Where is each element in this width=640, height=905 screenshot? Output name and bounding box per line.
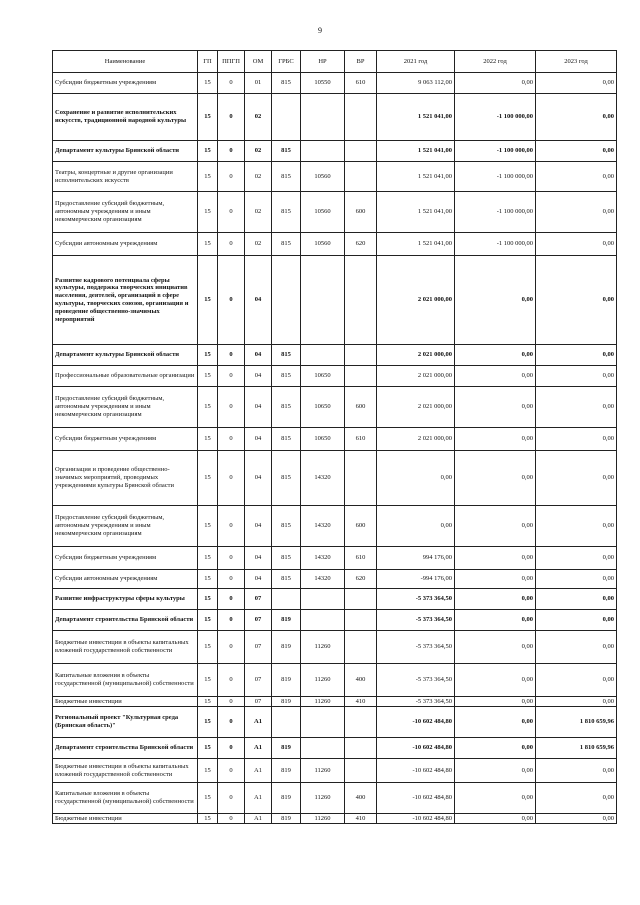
- table-row: [53, 345, 617, 366]
- row-gp: 15: [198, 814, 218, 824]
- row-om: 01: [245, 73, 272, 94]
- column-header-grbs: ГРБС: [272, 51, 301, 73]
- row-amount-2023: 0,00: [536, 162, 617, 192]
- row-vr: 620: [345, 233, 377, 256]
- row-ppgp: 0: [218, 631, 245, 664]
- row-name: Капитальные вложения в объекты государственной (муниципальной) собственности: [53, 783, 198, 814]
- row-om: 04: [245, 345, 272, 366]
- row-gp: 15: [198, 192, 218, 233]
- row-ppgp: 0: [218, 506, 245, 547]
- row-amount-2023: 0,00: [536, 256, 617, 345]
- row-grbs: 815: [272, 547, 301, 570]
- row-nr: 10550: [301, 73, 345, 94]
- row-name: Театры, концертные и другие организации исполнительских искусств: [53, 162, 198, 192]
- row-amount-2022: 0,00: [455, 366, 536, 387]
- row-amount-2023: 0,00: [536, 366, 617, 387]
- row-gp: 15: [198, 738, 218, 759]
- row-vr: [345, 451, 377, 506]
- row-name: Предоставление субсидий бюджетным, автономным учреждениям и иным некоммерческим организациям: [53, 506, 198, 547]
- row-amount-2022: 0,00: [455, 697, 536, 707]
- row-amount-2022: 0,00: [455, 631, 536, 664]
- row-ppgp: 0: [218, 610, 245, 631]
- row-amount-2021: 2 021 000,00: [377, 345, 455, 366]
- row-amount-2022: -1 100 000,00: [455, 162, 536, 192]
- table-row: [53, 506, 617, 547]
- row-ppgp: 0: [218, 366, 245, 387]
- row-amount-2023: 0,00: [536, 141, 617, 162]
- row-nr: 11260: [301, 783, 345, 814]
- row-amount-2021: -10 602 484,80: [377, 738, 455, 759]
- table-row: [53, 707, 617, 738]
- row-amount-2022: -1 100 000,00: [455, 192, 536, 233]
- row-om: A1: [245, 759, 272, 783]
- row-nr: 14320: [301, 506, 345, 547]
- row-amount-2023: 0,00: [536, 759, 617, 783]
- row-gp: 15: [198, 366, 218, 387]
- row-vr: [345, 256, 377, 345]
- row-grbs: 819: [272, 738, 301, 759]
- row-grbs: 815: [272, 570, 301, 589]
- row-om: A1: [245, 707, 272, 738]
- row-amount-2022: 0,00: [455, 707, 536, 738]
- row-amount-2023: 0,00: [536, 506, 617, 547]
- row-gp: 15: [198, 664, 218, 697]
- row-grbs: 819: [272, 631, 301, 664]
- row-nr: 11260: [301, 814, 345, 824]
- row-name: Субсидии бюджетным учреждениям: [53, 73, 198, 94]
- table-row: [53, 631, 617, 664]
- row-vr: [345, 610, 377, 631]
- row-amount-2022: 0,00: [455, 428, 536, 451]
- row-grbs: 815: [272, 387, 301, 428]
- row-grbs: 819: [272, 759, 301, 783]
- row-ppgp: 0: [218, 759, 245, 783]
- row-amount-2021: 1 521 041,00: [377, 192, 455, 233]
- row-om: A1: [245, 738, 272, 759]
- row-om: 04: [245, 547, 272, 570]
- row-ppgp: 0: [218, 547, 245, 570]
- row-vr: [345, 707, 377, 738]
- table-row: [53, 814, 617, 824]
- row-name: Сохранение и развитие исполнительских искусств, традиционной народной культуры: [53, 94, 198, 141]
- row-ppgp: 0: [218, 570, 245, 589]
- row-nr: 10650: [301, 366, 345, 387]
- row-om: 07: [245, 664, 272, 697]
- row-om: 04: [245, 428, 272, 451]
- row-amount-2023: 0,00: [536, 73, 617, 94]
- row-om: A1: [245, 783, 272, 814]
- row-vr: 610: [345, 73, 377, 94]
- row-amount-2021: -5 373 364,50: [377, 697, 455, 707]
- row-amount-2022: 0,00: [455, 570, 536, 589]
- table-row: [53, 366, 617, 387]
- row-amount-2023: 0,00: [536, 697, 617, 707]
- row-name: Капитальные вложения в объекты государственной (муниципальной) собственности: [53, 664, 198, 697]
- table-row: [53, 783, 617, 814]
- row-amount-2021: 2 021 000,00: [377, 366, 455, 387]
- row-nr: 14320: [301, 547, 345, 570]
- row-amount-2023: 0,00: [536, 547, 617, 570]
- row-amount-2022: 0,00: [455, 73, 536, 94]
- row-amount-2022: 0,00: [455, 387, 536, 428]
- row-vr: 410: [345, 697, 377, 707]
- row-amount-2023: 0,00: [536, 428, 617, 451]
- row-name: Департамент культуры Брянской области: [53, 141, 198, 162]
- row-amount-2023: 0,00: [536, 570, 617, 589]
- row-grbs: 815: [272, 366, 301, 387]
- row-name: Региональный проект "Культурная среда (Брянская область)": [53, 707, 198, 738]
- row-vr: [345, 366, 377, 387]
- row-vr: [345, 141, 377, 162]
- row-gp: 15: [198, 506, 218, 547]
- row-gp: 15: [198, 759, 218, 783]
- row-ppgp: 0: [218, 141, 245, 162]
- column-header-vr: ВР: [345, 51, 377, 73]
- column-header-ppgp: ППГП: [218, 51, 245, 73]
- row-amount-2021: 994 176,00: [377, 547, 455, 570]
- row-ppgp: 0: [218, 73, 245, 94]
- table-row: [53, 570, 617, 589]
- row-ppgp: 0: [218, 664, 245, 697]
- column-header-om: ОМ: [245, 51, 272, 73]
- row-ppgp: 0: [218, 814, 245, 824]
- row-vr: 600: [345, 192, 377, 233]
- row-grbs: 819: [272, 783, 301, 814]
- row-amount-2023: 0,00: [536, 783, 617, 814]
- row-gp: 15: [198, 547, 218, 570]
- row-name: Предоставление субсидий бюджетным, автономным учреждениям и иным некоммерческим организациям: [53, 192, 198, 233]
- row-gp: 15: [198, 94, 218, 141]
- row-name: Бюджетные инвестиции в объекты капитальных вложений государственной собственности: [53, 631, 198, 664]
- table-row: [53, 664, 617, 697]
- row-nr: 10650: [301, 387, 345, 428]
- row-amount-2022: 0,00: [455, 547, 536, 570]
- row-amount-2021: 2 021 000,00: [377, 428, 455, 451]
- row-grbs: 815: [272, 345, 301, 366]
- row-amount-2022: 0,00: [455, 783, 536, 814]
- row-name: Профессиональные образовательные организации: [53, 366, 198, 387]
- row-om: 04: [245, 366, 272, 387]
- row-amount-2023: 0,00: [536, 664, 617, 697]
- row-gp: 15: [198, 610, 218, 631]
- row-nr: 10560: [301, 233, 345, 256]
- row-name: Бюджетные инвестиции: [53, 814, 198, 824]
- row-ppgp: 0: [218, 192, 245, 233]
- row-ppgp: 0: [218, 697, 245, 707]
- row-amount-2022: -1 100 000,00: [455, 94, 536, 141]
- table-row: [53, 547, 617, 570]
- row-om: A1: [245, 814, 272, 824]
- row-grbs: 815: [272, 192, 301, 233]
- row-amount-2022: -1 100 000,00: [455, 141, 536, 162]
- row-grbs: 815: [272, 451, 301, 506]
- row-ppgp: 0: [218, 162, 245, 192]
- row-gp: 15: [198, 256, 218, 345]
- row-amount-2021: 0,00: [377, 506, 455, 547]
- row-amount-2021: 1 521 041,00: [377, 162, 455, 192]
- table-row: [53, 697, 617, 707]
- row-gp: 15: [198, 697, 218, 707]
- table-row: [53, 451, 617, 506]
- row-om: 04: [245, 570, 272, 589]
- row-gp: 15: [198, 428, 218, 451]
- row-grbs: [272, 256, 301, 345]
- row-amount-2021: -5 373 364,50: [377, 631, 455, 664]
- table-row: [53, 73, 617, 94]
- row-gp: 15: [198, 141, 218, 162]
- row-ppgp: 0: [218, 428, 245, 451]
- row-amount-2023: 0,00: [536, 345, 617, 366]
- row-grbs: 815: [272, 73, 301, 94]
- table-row: [53, 738, 617, 759]
- column-header-name: Наименование: [53, 51, 198, 73]
- row-amount-2022: 0,00: [455, 256, 536, 345]
- row-ppgp: 0: [218, 589, 245, 610]
- row-amount-2021: -10 602 484,80: [377, 759, 455, 783]
- table-row: [53, 759, 617, 783]
- row-grbs: 819: [272, 610, 301, 631]
- row-vr: 410: [345, 814, 377, 824]
- row-amount-2021: -5 373 364,50: [377, 610, 455, 631]
- row-amount-2021: 1 521 041,00: [377, 233, 455, 256]
- table-row: [53, 233, 617, 256]
- row-name: Развитие инфраструктуры сферы культуры: [53, 589, 198, 610]
- row-gp: 15: [198, 451, 218, 506]
- row-amount-2021: -10 602 484,80: [377, 707, 455, 738]
- table-row: [53, 589, 617, 610]
- row-ppgp: 0: [218, 783, 245, 814]
- row-gp: 15: [198, 783, 218, 814]
- row-amount-2023: 1 810 659,96: [536, 738, 617, 759]
- row-nr: 11260: [301, 664, 345, 697]
- row-amount-2022: 0,00: [455, 738, 536, 759]
- row-gp: 15: [198, 162, 218, 192]
- row-nr: 10560: [301, 192, 345, 233]
- row-nr: 11260: [301, 759, 345, 783]
- row-name: Бюджетные инвестиции: [53, 697, 198, 707]
- row-grbs: 815: [272, 141, 301, 162]
- table-row: [53, 162, 617, 192]
- row-nr: [301, 589, 345, 610]
- row-vr: 600: [345, 506, 377, 547]
- row-amount-2021: 9 063 112,00: [377, 73, 455, 94]
- table-row: [53, 94, 617, 141]
- row-amount-2022: 0,00: [455, 345, 536, 366]
- row-gp: 15: [198, 570, 218, 589]
- row-gp: 15: [198, 233, 218, 256]
- row-vr: [345, 162, 377, 192]
- row-nr: 11260: [301, 697, 345, 707]
- row-ppgp: 0: [218, 345, 245, 366]
- row-amount-2023: 0,00: [536, 94, 617, 141]
- row-amount-2022: -1 100 000,00: [455, 233, 536, 256]
- row-om: 07: [245, 631, 272, 664]
- row-amount-2021: -994 176,00: [377, 570, 455, 589]
- row-om: 02: [245, 94, 272, 141]
- row-gp: 15: [198, 345, 218, 366]
- row-amount-2023: 0,00: [536, 451, 617, 506]
- row-amount-2021: 1 521 041,00: [377, 94, 455, 141]
- column-header-2023: 2023 год: [536, 51, 617, 73]
- row-om: 02: [245, 141, 272, 162]
- row-gp: 15: [198, 631, 218, 664]
- row-gp: 15: [198, 589, 218, 610]
- row-grbs: 815: [272, 506, 301, 547]
- row-vr: 610: [345, 547, 377, 570]
- row-vr: [345, 759, 377, 783]
- row-amount-2021: -5 373 364,50: [377, 664, 455, 697]
- row-nr: 11260: [301, 631, 345, 664]
- row-name: Департамент строительства Брянской области: [53, 738, 198, 759]
- row-name: Департамент культуры Брянской области: [53, 345, 198, 366]
- row-amount-2023: 0,00: [536, 387, 617, 428]
- row-amount-2021: -10 602 484,80: [377, 814, 455, 824]
- row-name: Субсидии бюджетным учреждениям: [53, 428, 198, 451]
- row-nr: 14320: [301, 570, 345, 589]
- row-grbs: 815: [272, 233, 301, 256]
- row-amount-2022: 0,00: [455, 664, 536, 697]
- row-ppgp: 0: [218, 256, 245, 345]
- row-om: 04: [245, 387, 272, 428]
- row-nr: [301, 610, 345, 631]
- row-amount-2021: 2 021 000,00: [377, 256, 455, 345]
- row-om: 04: [245, 506, 272, 547]
- row-nr: [301, 256, 345, 345]
- column-header-2021: 2021 год: [377, 51, 455, 73]
- row-grbs: 819: [272, 664, 301, 697]
- row-nr: [301, 94, 345, 141]
- column-header-gp: ГП: [198, 51, 218, 73]
- row-amount-2021: 0,00: [377, 451, 455, 506]
- row-name: Субсидии автономным учреждениям: [53, 570, 198, 589]
- row-om: 02: [245, 233, 272, 256]
- row-name: Развитие кадрового потенциала сферы культуры, поддержка творческих инициатив населения, деятелей, организаций в сфере культуры, творческих союзов, организация и проведение общественно-значимых мероприятий: [53, 256, 198, 345]
- row-nr: [301, 345, 345, 366]
- row-name: Предоставление субсидий бюджетным, автономным учреждениям и иным некоммерческим организациям: [53, 387, 198, 428]
- row-amount-2021: -10 602 484,80: [377, 783, 455, 814]
- table-row: [53, 141, 617, 162]
- row-nr: 14320: [301, 451, 345, 506]
- table-row: [53, 387, 617, 428]
- table-header-row: [53, 51, 617, 73]
- column-header-nr: НР: [301, 51, 345, 73]
- row-name: Организация и проведение общественно-значимых мероприятий, проводимых учреждениями культуры Брянской области: [53, 451, 198, 506]
- row-grbs: 819: [272, 814, 301, 824]
- row-ppgp: 0: [218, 387, 245, 428]
- row-ppgp: 0: [218, 451, 245, 506]
- row-ppgp: 0: [218, 707, 245, 738]
- row-name: Субсидии автономным учреждениям: [53, 233, 198, 256]
- row-grbs: 819: [272, 697, 301, 707]
- row-om: 02: [245, 192, 272, 233]
- row-grbs: [272, 94, 301, 141]
- row-amount-2023: 0,00: [536, 814, 617, 824]
- row-gp: 15: [198, 73, 218, 94]
- row-nr: 10560: [301, 162, 345, 192]
- row-amount-2022: 0,00: [455, 506, 536, 547]
- row-vr: [345, 738, 377, 759]
- table-row: [53, 256, 617, 345]
- row-amount-2023: 0,00: [536, 610, 617, 631]
- row-vr: 400: [345, 664, 377, 697]
- row-amount-2022: 0,00: [455, 451, 536, 506]
- row-amount-2021: 1 521 041,00: [377, 141, 455, 162]
- row-nr: [301, 738, 345, 759]
- row-amount-2022: 0,00: [455, 759, 536, 783]
- row-vr: 620: [345, 570, 377, 589]
- row-om: 07: [245, 610, 272, 631]
- row-grbs: 815: [272, 162, 301, 192]
- row-nr: [301, 141, 345, 162]
- row-amount-2023: 0,00: [536, 233, 617, 256]
- row-name: Бюджетные инвестиции в объекты капитальных вложений государственной собственности: [53, 759, 198, 783]
- row-vr: 610: [345, 428, 377, 451]
- row-amount-2022: 0,00: [455, 814, 536, 824]
- row-grbs: [272, 707, 301, 738]
- row-amount-2022: 0,00: [455, 610, 536, 631]
- row-ppgp: 0: [218, 94, 245, 141]
- row-vr: 400: [345, 783, 377, 814]
- row-grbs: 815: [272, 428, 301, 451]
- row-gp: 15: [198, 387, 218, 428]
- row-vr: 600: [345, 387, 377, 428]
- row-amount-2022: 0,00: [455, 589, 536, 610]
- row-vr: [345, 631, 377, 664]
- page-number: 9: [318, 26, 322, 35]
- row-om: 04: [245, 451, 272, 506]
- row-vr: [345, 345, 377, 366]
- row-amount-2023: 1 810 659,96: [536, 707, 617, 738]
- row-amount-2023: 0,00: [536, 192, 617, 233]
- table-row: [53, 610, 617, 631]
- row-grbs: [272, 589, 301, 610]
- table-row: [53, 428, 617, 451]
- table-row: [53, 192, 617, 233]
- row-nr: [301, 707, 345, 738]
- row-om: 07: [245, 697, 272, 707]
- row-amount-2021: 2 021 000,00: [377, 387, 455, 428]
- row-nr: 10650: [301, 428, 345, 451]
- row-om: 04: [245, 256, 272, 345]
- row-name: Субсидии бюджетным учреждениям: [53, 547, 198, 570]
- row-om: 07: [245, 589, 272, 610]
- column-header-2022: 2022 год: [455, 51, 536, 73]
- row-ppgp: 0: [218, 738, 245, 759]
- budget-table: [52, 50, 617, 824]
- row-ppgp: 0: [218, 233, 245, 256]
- row-vr: [345, 94, 377, 141]
- row-amount-2023: 0,00: [536, 631, 617, 664]
- row-vr: [345, 589, 377, 610]
- row-gp: 15: [198, 707, 218, 738]
- row-name: Департамент строительства Брянской области: [53, 610, 198, 631]
- row-amount-2021: -5 373 364,50: [377, 589, 455, 610]
- row-amount-2023: 0,00: [536, 589, 617, 610]
- row-om: 02: [245, 162, 272, 192]
